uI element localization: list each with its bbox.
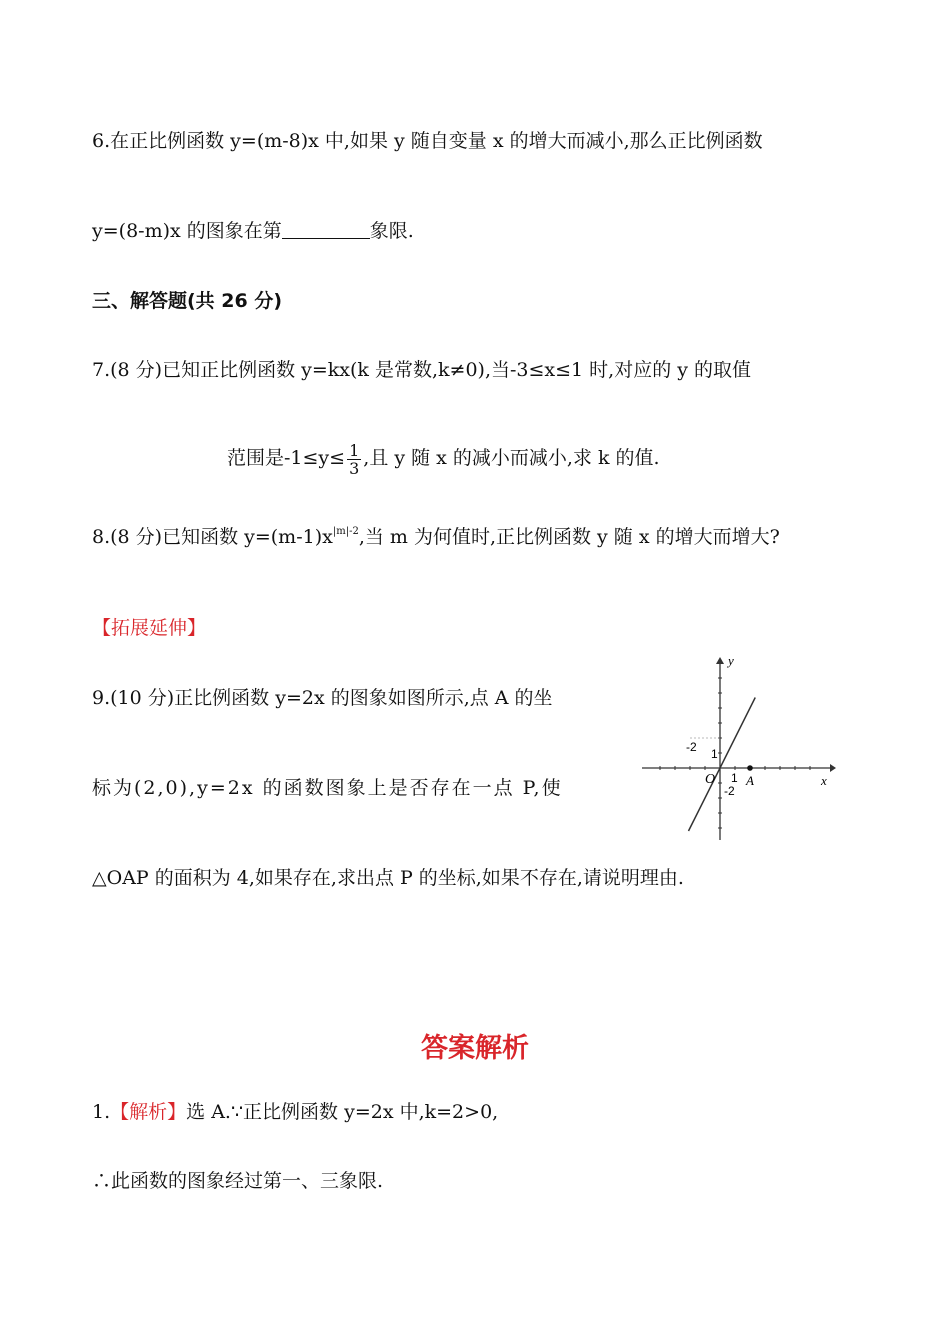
analysis-tag: 【解析】: [110, 1101, 187, 1123]
answer-blank: [282, 220, 370, 239]
y-axis-label: y: [728, 653, 734, 668]
q9-line1: 9.(10 分)正比例函数 y=2x 的图象如图所示,点 A 的坐: [92, 687, 553, 709]
q6-line2-text: y=(8-m)x 的图象在第: [92, 220, 282, 242]
q6-line2-end: 象限.: [369, 220, 414, 242]
origin-label: O: [705, 772, 716, 787]
section-heading: 三、解答题(共 26 分): [92, 290, 283, 312]
point-a-label: A: [746, 773, 754, 788]
tick-label-y-neg2: -2: [724, 784, 735, 798]
x-axis-arrow-icon: [830, 764, 836, 772]
q8-exponent: |m|-2: [332, 526, 359, 537]
fraction-numerator: 1: [349, 440, 360, 460]
answer-1-text: 选 A.∵正比例函数 y=2x 中,k=2>0,: [186, 1101, 499, 1123]
answers-title: 答案解析: [421, 1033, 529, 1064]
tick-label-x-neg2: -2: [686, 740, 697, 754]
extension-heading: 【拓展延伸】: [92, 617, 207, 639]
answer-1-number: 1.: [92, 1101, 111, 1123]
q6-line1: 6.在正比例函数 y=(m-8)x 中,如果 y 随自变量 x 的增大而减小,那么正比例函数: [92, 130, 763, 152]
answer-1-line2: ∴此函数的图象经过第一、三象限.: [92, 1170, 384, 1192]
q7-line2-end: ,且 y 随 x 的减小而减小,求 k 的值.: [363, 447, 660, 469]
tick-label-x-1: 1: [731, 771, 738, 785]
function-graph: [636, 648, 836, 848]
y-axis-arrow-icon: [716, 657, 724, 664]
q7-line2-text: 范围是-1≤y≤: [227, 447, 346, 469]
answer-1-line1: [92, 1100, 498, 1124]
q9-line2: 标为(2,0),y=2x 的函数图象上是否存在一点 P,使: [92, 777, 563, 799]
fraction: [347, 442, 361, 477]
q8-text-end: ,当 m 为何值时,正比例函数 y 随 x 的增大而增大?: [358, 526, 780, 548]
q7-line2: [227, 438, 660, 478]
q9-line3: △OAP 的面积为 4,如果存在,求出点 P 的坐标,如果不存在,请说明理由.: [92, 867, 684, 889]
q6-line2: [92, 219, 414, 243]
line-y-2x: [689, 698, 756, 832]
point-a: [747, 765, 753, 771]
tick-label-y-1: 1: [711, 747, 718, 761]
fraction-denominator: 3: [349, 458, 360, 478]
x-axis-label: x: [821, 773, 827, 788]
q8-line: [92, 520, 780, 549]
q8-text: 8.(8 分)已知函数 y=(m-1)x: [92, 526, 333, 548]
q7-line1: 7.(8 分)已知正比例函数 y=kx(k 是常数,k≠0),当-3≤x≤1 时,对应的 y 的取值: [92, 359, 752, 381]
